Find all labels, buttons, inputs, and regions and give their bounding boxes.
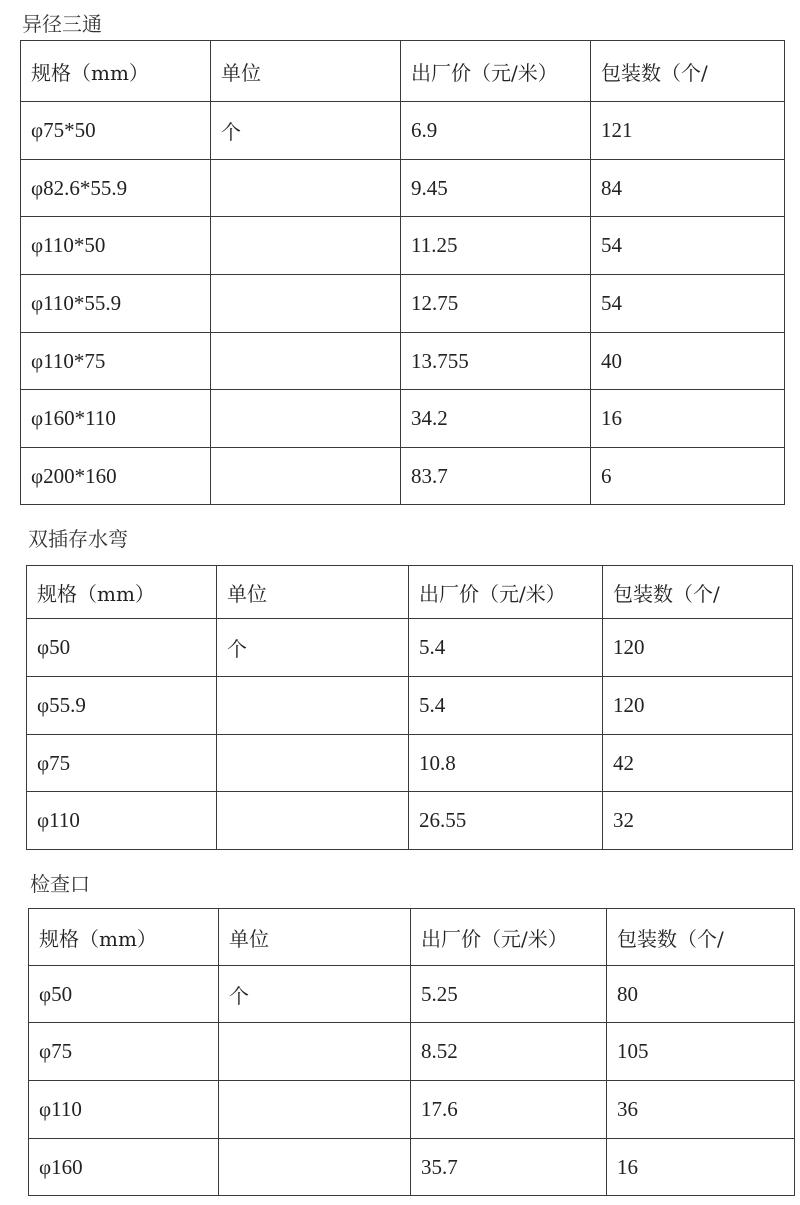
cell-spec: φ110 [29,1081,219,1139]
cell-unit [211,333,401,390]
table-row [21,217,785,275]
cell-unit: 个 [217,619,409,677]
cell-unit [211,217,401,275]
table-row [21,448,785,505]
header-price: 出厂价（元/米） [409,566,603,619]
table-row [21,390,785,448]
table-row [21,333,785,390]
cell-pack: 54 [591,275,785,333]
cell-spec: φ82.6*55.9 [21,160,211,217]
section-title: 异径三通 [22,12,102,36]
reducing-tee-table [20,40,785,505]
table-row [27,792,793,850]
inspection-port-table [28,908,795,1196]
cell-price: 9.45 [401,160,591,217]
table-row [21,160,785,217]
header-pack: 包装数（个/ [607,909,795,966]
cell-price: 26.55 [409,792,603,850]
header-price: 出厂价（元/米） [401,41,591,102]
table-row [27,735,793,792]
cell-spec: φ110*75 [21,333,211,390]
cell-spec: φ75 [29,1023,219,1081]
cell-price: 35.7 [411,1139,607,1196]
cell-pack: 84 [591,160,785,217]
cell-pack: 54 [591,217,785,275]
cell-pack: 32 [603,792,793,850]
cell-price: 83.7 [401,448,591,505]
cell-price: 5.4 [409,677,603,735]
table-row [29,1081,795,1139]
section-title: 双插存水弯 [28,527,128,551]
cell-pack: 16 [607,1139,795,1196]
table-row [29,1023,795,1081]
cell-price: 17.6 [411,1081,607,1139]
cell-spec: φ110*55.9 [21,275,211,333]
cell-price: 8.52 [411,1023,607,1081]
cell-price: 10.8 [409,735,603,792]
cell-spec: φ75 [27,735,217,792]
cell-unit: 个 [219,966,411,1023]
cell-pack: 42 [603,735,793,792]
cell-unit [217,735,409,792]
header-price: 出厂价（元/米） [411,909,607,966]
cell-pack: 16 [591,390,785,448]
cell-pack: 121 [591,102,785,160]
header-spec: 规格（mm） [21,41,211,102]
cell-price: 5.25 [411,966,607,1023]
cell-price: 6.9 [401,102,591,160]
header-unit: 单位 [219,909,411,966]
header-unit: 单位 [211,41,401,102]
cell-pack: 120 [603,677,793,735]
cell-unit [211,275,401,333]
cell-price: 11.25 [401,217,591,275]
cell-pack: 105 [607,1023,795,1081]
table-header-row [27,566,793,619]
cell-price: 34.2 [401,390,591,448]
cell-unit [217,677,409,735]
cell-spec: φ160*110 [21,390,211,448]
table-row [27,619,793,677]
double-socket-trap-table [26,565,793,850]
header-spec: 规格（mm） [29,909,219,966]
cell-spec: φ55.9 [27,677,217,735]
table-row [21,102,785,160]
table-header-row [29,909,795,966]
cell-spec: φ110 [27,792,217,850]
cell-spec: φ75*50 [21,102,211,160]
table-header-row [21,41,785,102]
table-row [27,677,793,735]
cell-unit [211,160,401,217]
cell-unit [211,390,401,448]
cell-unit: 个 [211,102,401,160]
cell-unit [219,1139,411,1196]
cell-pack: 36 [607,1081,795,1139]
cell-unit [211,448,401,505]
cell-price: 13.755 [401,333,591,390]
cell-price: 5.4 [409,619,603,677]
table-row [29,1139,795,1196]
cell-spec: φ50 [29,966,219,1023]
cell-pack: 80 [607,966,795,1023]
cell-unit [219,1081,411,1139]
section-title: 检查口 [30,872,90,896]
table-row [21,275,785,333]
cell-pack: 120 [603,619,793,677]
cell-spec: φ50 [27,619,217,677]
cell-spec: φ200*160 [21,448,211,505]
cell-pack: 6 [591,448,785,505]
header-spec: 规格（mm） [27,566,217,619]
cell-unit [217,792,409,850]
header-pack: 包装数（个/ [603,566,793,619]
cell-spec: φ110*50 [21,217,211,275]
cell-pack: 40 [591,333,785,390]
cell-price: 12.75 [401,275,591,333]
table-row [29,966,795,1023]
header-pack: 包装数（个/ [591,41,785,102]
cell-spec: φ160 [29,1139,219,1196]
cell-unit [219,1023,411,1081]
header-unit: 单位 [217,566,409,619]
